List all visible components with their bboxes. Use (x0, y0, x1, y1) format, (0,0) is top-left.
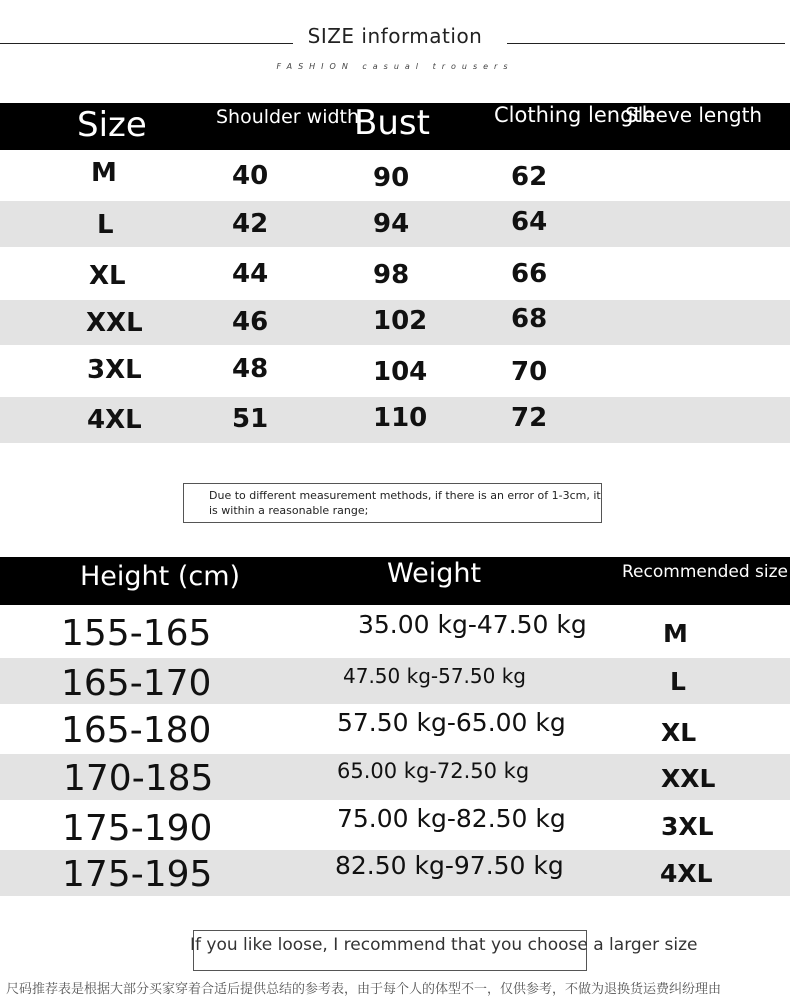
cell-bust: 104 (373, 357, 428, 387)
col-height: Height (cm) (80, 561, 241, 592)
cell-shoulder: 46 (232, 307, 269, 337)
cell-bust: 94 (373, 209, 410, 239)
cell-size: L (97, 210, 114, 240)
cell-size: XXL (661, 764, 716, 793)
table-row (0, 658, 790, 704)
cell-size: XL (89, 261, 126, 291)
table-row (0, 201, 790, 247)
cell-height: 175-190 (62, 808, 213, 849)
table-row (0, 247, 790, 300)
cell-weight: 82.50 kg-97.50 kg (335, 851, 564, 880)
cell-size: 3XL (87, 355, 142, 385)
col-weight: Weight (387, 558, 482, 589)
cell-shoulder: 40 (232, 161, 269, 191)
table-row (0, 850, 790, 896)
cell-height: 165-180 (61, 710, 212, 751)
cell-height: 155-165 (61, 613, 212, 654)
measurement-note: Due to different measurement methods, if there is an error of 1-3cm, it is within a reasonable range; (183, 483, 602, 523)
cell-length: 62 (511, 162, 548, 192)
cell-weight: 75.00 kg-82.50 kg (337, 804, 566, 833)
cell-length: 64 (511, 207, 548, 237)
tip-text: If you like loose, I recommend that you choose a larger size (190, 935, 698, 955)
cell-bust: 90 (373, 163, 410, 193)
col-shoulder: Shoulder width (216, 106, 360, 128)
cell-size: 4XL (660, 859, 713, 888)
cell-length: 72 (511, 403, 548, 433)
cell-shoulder: 42 (232, 209, 269, 239)
cell-size: M (663, 619, 688, 648)
cell-shoulder: 48 (232, 354, 269, 384)
col-size: Size (77, 105, 147, 145)
cell-size: XL (661, 718, 697, 747)
table-row (0, 150, 790, 201)
table-row (0, 800, 790, 850)
cell-bust: 98 (373, 260, 410, 290)
col-recommended-size: Recommended size (622, 562, 789, 582)
col-bust: Bust (354, 103, 430, 143)
cell-shoulder: 44 (232, 259, 269, 289)
cell-size: L (670, 667, 686, 696)
cell-size: 3XL (661, 812, 714, 841)
cell-weight: 57.50 kg-65.00 kg (337, 708, 566, 737)
table-row (0, 345, 790, 397)
table-row (0, 704, 790, 754)
recommend-table-header (0, 557, 790, 605)
page-subtitle: FASHION casual trousers (276, 62, 514, 71)
cell-size: 4XL (87, 405, 142, 435)
table-row (0, 754, 790, 800)
table-row (0, 397, 790, 443)
cell-height: 175-195 (62, 854, 213, 895)
cell-length: 66 (511, 259, 548, 289)
table-row (0, 605, 790, 658)
cell-height: 170-185 (63, 758, 214, 799)
table-row (0, 300, 790, 345)
cell-bust: 102 (373, 306, 428, 336)
cell-weight: 47.50 kg-57.50 kg (343, 664, 526, 688)
cell-height: 165-170 (61, 663, 212, 704)
size-table-header (0, 103, 790, 150)
cell-length: 70 (511, 357, 548, 387)
footer-disclaimer: 尺码推荐表是根据大部分买家穿着合适后提供总结的参考表，由于每个人的体型不一，仅供参考，不做为退换货运费纠纷理由 (6, 982, 722, 997)
col-sleeve: Sleeve length (625, 103, 763, 127)
col-length: Clothing length (494, 103, 655, 127)
cell-length: 68 (511, 304, 548, 334)
cell-size: M (91, 158, 117, 188)
cell-weight: 35.00 kg-47.50 kg (358, 610, 587, 639)
cell-bust: 110 (373, 403, 428, 433)
page-title: SIZE information (307, 24, 483, 48)
cell-shoulder: 51 (232, 404, 269, 434)
cell-weight: 65.00 kg-72.50 kg (337, 759, 530, 783)
cell-size: XXL (86, 308, 143, 338)
